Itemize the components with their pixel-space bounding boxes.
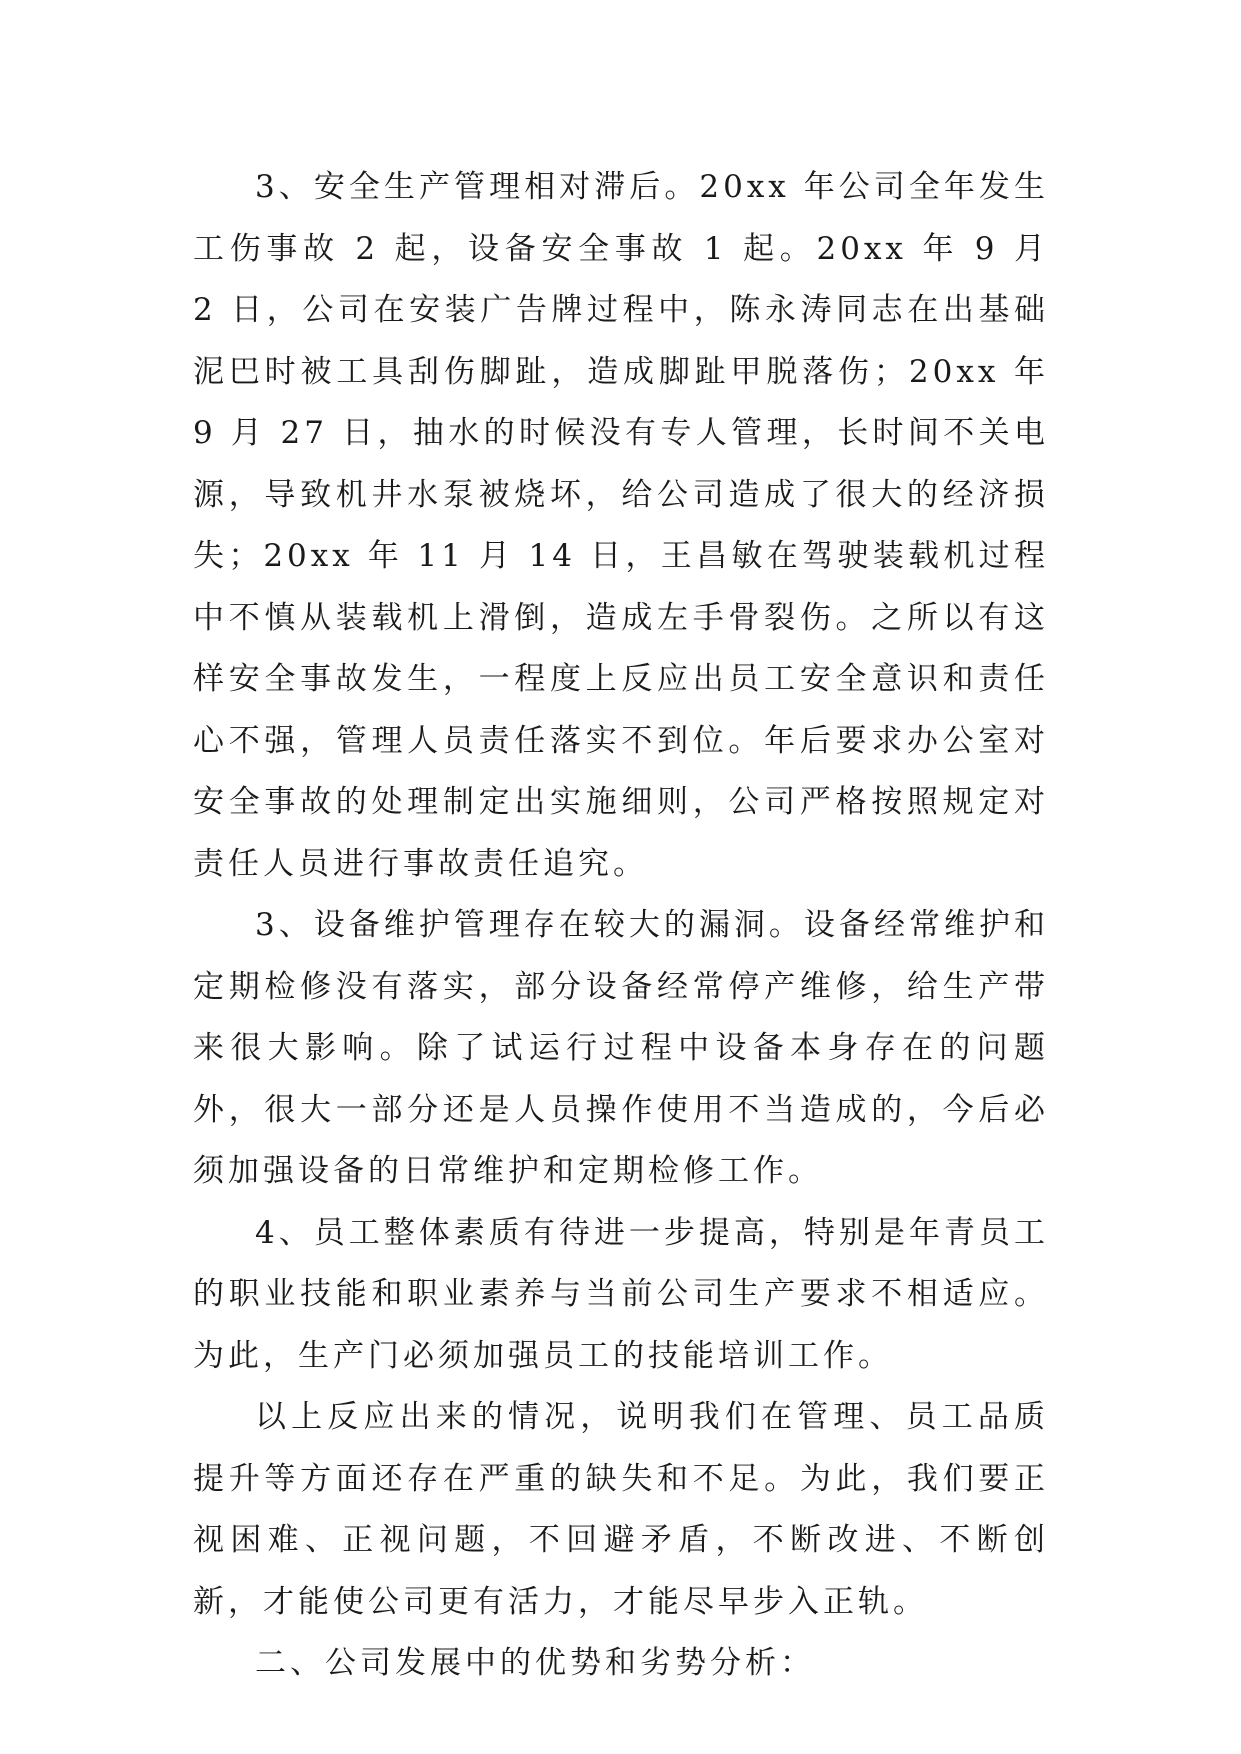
- section-heading-swot: 二、公司发展中的优势和劣势分析：: [255, 1645, 815, 1681]
- paragraph-safety-management: 3、安全生产管理相对滞后。20xx 年公司全年发生工伤事故 2 起，设备安全事故 1 起。20xx 年 9 月 2 日，公司在安装广告牌过程中，陈永涛同志在出基础泥巴时被工具刮伤脚趾，造成脚趾甲脱落伤；20xx 年 9 月 27 日，抽水的时候没有专人管理，长时间不关电源，导致机井水泵被烧坏，给公司造成了很大的经济损失；20xx 年 11 月 14 日，王昌敏在驾驶装载机过程中不慎从装载机上滑倒，造成左手骨裂伤。之所以有这样安全事故发生，一程度上反应出员工安全意识和责任心不强，管理人员责任落实不到位。年后要求办公室对安全事故的处理制定出实施细则，公司严格按照规定对责任人员进行事故责任追究。: [193, 169, 1049, 882]
- paragraph-staff-quality: 4、员工整体素质有待进一步提高，特别是年青员工的职业技能和职业素养与当前公司生产要求不相适应。为此，生产门必须加强员工的技能培训工作。: [193, 1214, 1049, 1374]
- paragraph-equipment-maintenance: 3、设备维护管理存在较大的漏洞。设备经常维护和定期检修没有落实，部分设备经常停产维修，给生产带来很大影响。除了试运行过程中设备本身存在的问题外，很大一部分还是人员操作使用不当造成的，今后必须加强设备的日常维护和定期检修工作。: [193, 907, 1049, 1189]
- paragraph-summary: 以上反应出来的情况，说明我们在管理、员工品质提升等方面还存在严重的缺失和不足。为此，我们要正视困难、正视问题，不回避矛盾，不断改进、不断创新，才能使公司更有活力，才能尽早步入正轨。: [193, 1399, 1049, 1620]
- document-body: [193, 157, 1049, 1695]
